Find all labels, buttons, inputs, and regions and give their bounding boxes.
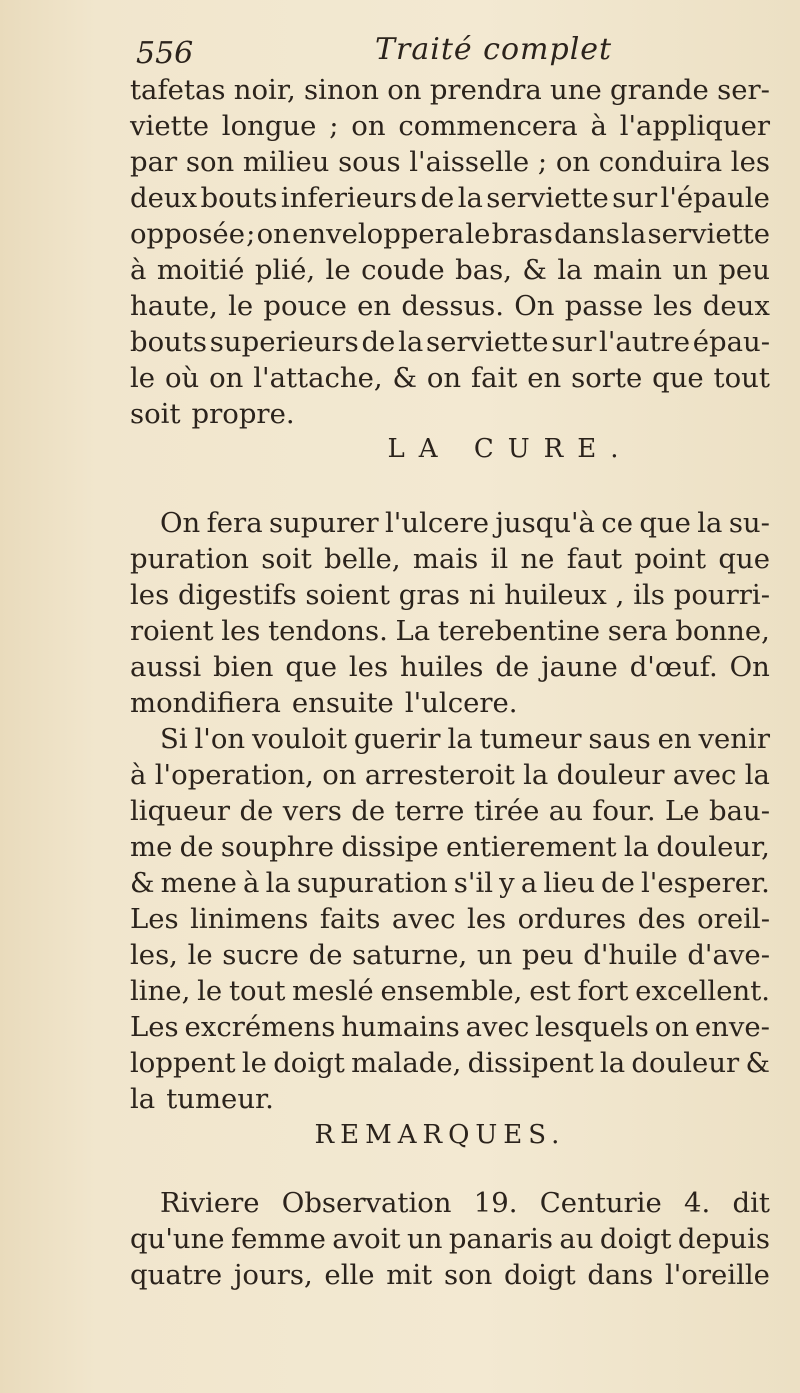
text-line: & mene à la supuration s'il y a lieu de l'esperer.: [130, 867, 770, 899]
text-line: quatre jours, elle mit son doigt dans l'oreille: [130, 1259, 770, 1291]
text-line: mondifiera ensuite l'ulcere.: [130, 687, 518, 719]
text-line: par son milieu sous l'aisselle ; on conduira les: [130, 146, 770, 178]
paragraph-bandage: [130, 72, 770, 432]
page-number: 556: [136, 36, 194, 71]
text-line: les digestifs soient gras ni huileux , ils pourri-: [130, 579, 770, 611]
text-line: liqueur de vers de terre tirée au four. Le bau-: [130, 795, 770, 827]
running-title: Traité complet: [375, 32, 613, 67]
text-line: aussi bien que les huiles de jaune d'œuf. On: [130, 651, 770, 683]
text-line: tafetas noir, sinon on prendra une grande ser-: [130, 74, 770, 106]
text-line: loppent le doigt malade, dissipent la douleur &: [130, 1047, 770, 1079]
text-line: qu'une femme avoit un panaris au doigt depuis: [130, 1223, 770, 1255]
text-line: viette longue ; on commencera à l'appliquer: [130, 110, 770, 142]
section-heading-cure: LA CURE.: [387, 434, 633, 464]
text-line: line, le tout meslé ensemble, est fort excellent.: [130, 975, 770, 1007]
text-line: les, le sucre de saturne, un peu d'huile d'ave-: [130, 939, 770, 971]
text-line: Si l'on vouloit guerir la tumeur saus en venir: [160, 723, 770, 755]
text-line: à l'operation, on arresteroit la douleur avec la: [130, 759, 770, 791]
text-line: la tumeur.: [130, 1083, 274, 1115]
text-line: On fera supurer l'ulcere jusqu'à ce que la su-: [160, 507, 770, 539]
section-heading-remarques: REMARQUES.: [314, 1120, 566, 1150]
text-line: Les linimens faits avec les ordures des oreil-: [130, 903, 770, 935]
text-line: soit propre.: [130, 398, 295, 430]
text-line: haute, le pouce en dessus. On passe les deux: [130, 290, 770, 322]
paragraph-remarques: [130, 1185, 770, 1293]
text-line: deux bouts inferieurs de la serviette sur l'épaule: [130, 182, 770, 214]
paragraph-cure: [130, 505, 770, 1117]
text-line: puration soit belle, mais il ne faut point que: [130, 543, 770, 575]
text-line: opposée ; on enveloppera le bras dans la serviette: [130, 218, 770, 250]
text-line: roient les tendons. La terebentine sera bonne,: [130, 615, 770, 647]
text-line: bouts superieurs de la serviette sur l'autre épau-: [130, 326, 770, 358]
text-line: le où on l'attache, & on fait en sorte que tout: [130, 362, 770, 394]
text-line: Les excrémens humains avec lesquels on enve-: [130, 1011, 770, 1043]
text-line: à moitié plié, le coude bas, & la main un peu: [130, 254, 770, 286]
text-line: me de souphre dissipe entierement la douleur,: [130, 831, 770, 863]
text-line: Riviere Observation 19. Centurie 4. dit: [160, 1187, 770, 1219]
page-header: [130, 28, 770, 78]
